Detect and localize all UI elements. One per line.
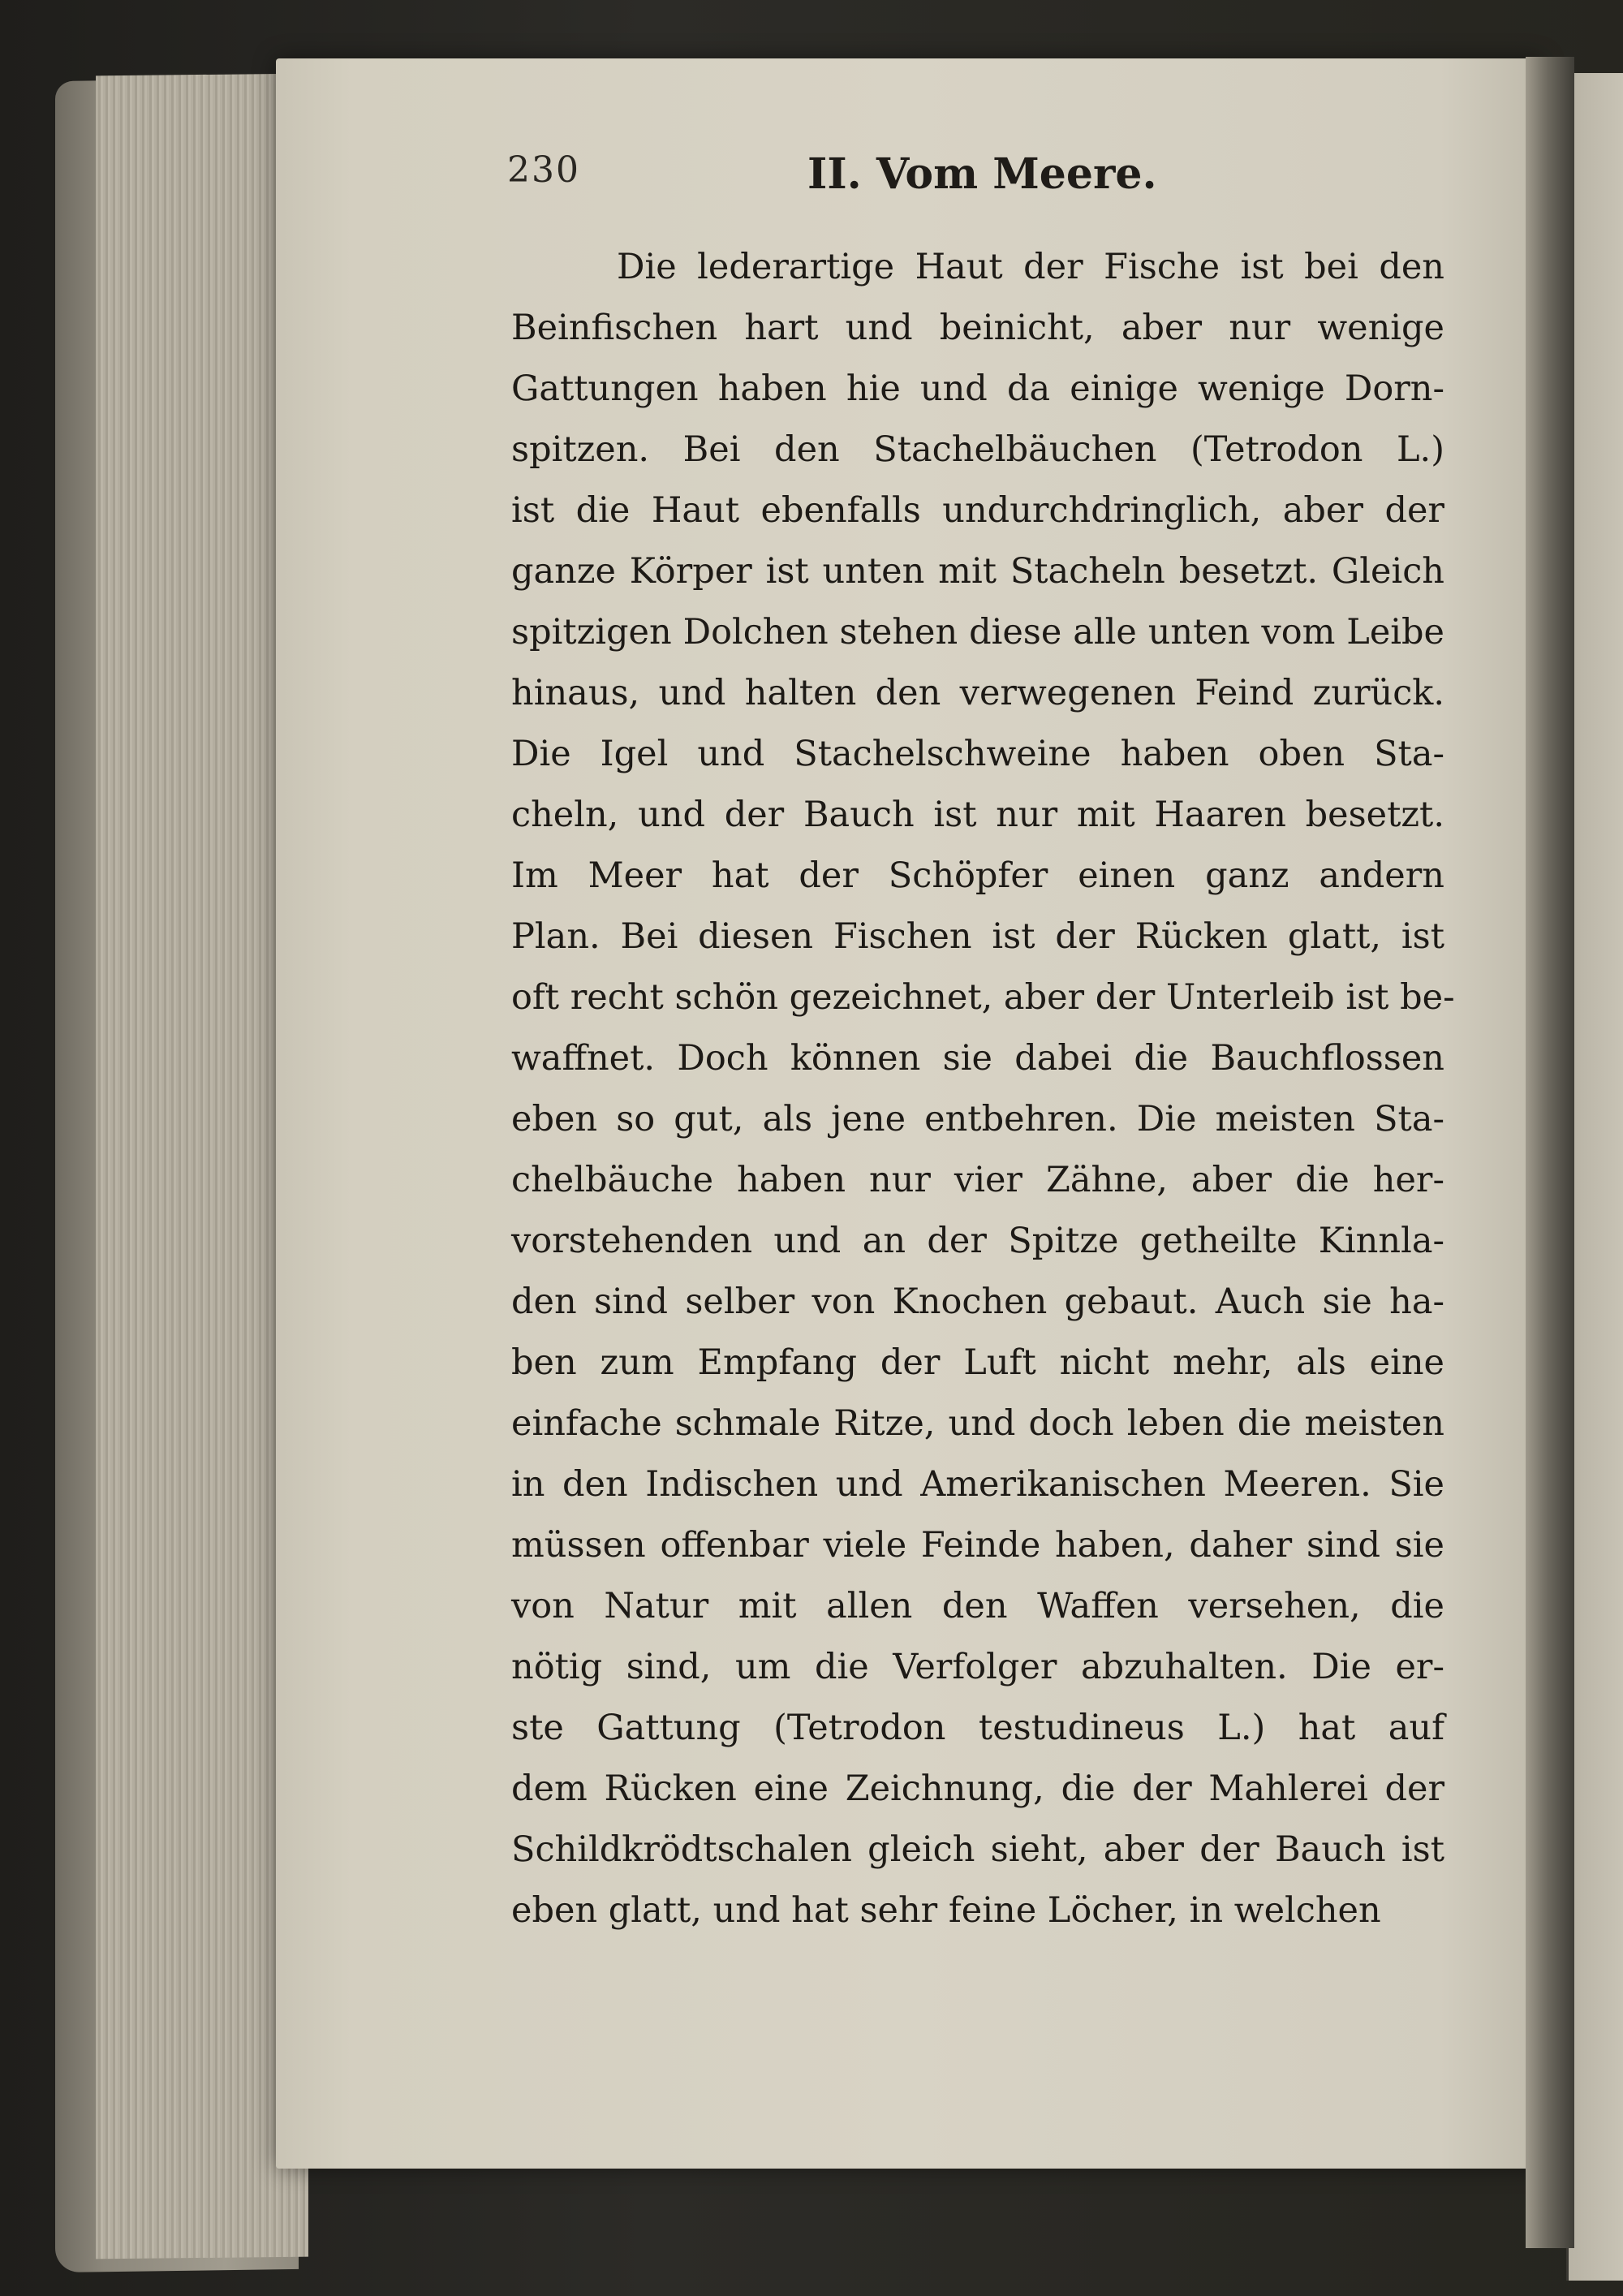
text-line: vorstehenden und an der Spitze getheilte Kinnla- [511,1221,1444,1261]
text-line: von Natur mit allen den Waffen versehen, die [511,1586,1444,1626]
text-line: hinaus, und halten den verwegenen Feind zurück. [511,673,1444,713]
body-text [511,237,1455,1941]
text-line: dem Rücken eine Zeichnung, die der Mahlerei der [511,1768,1444,1809]
text-line: cheln, und der Bauch ist nur mit Haaren besetzt. [511,795,1444,835]
text-line: waffnet. Doch können sie dabei die Bauchflossen [511,1038,1444,1079]
text-line: chelbäuche haben nur vier Zähne, aber die her- [511,1160,1444,1200]
text-line: müssen offenbar viele Feinde haben, daher sind sie [511,1525,1444,1566]
text-line: Gattungen haben hie und da einige wenige Dorn- [511,368,1444,409]
text-line: Die Igel und Stachelschweine haben oben Sta- [511,734,1444,774]
text-line: oft recht schön gezeichnet, aber der Unterleib ist be- [511,977,1455,1018]
text-line: ben zum Empfang der Luft nicht mehr, als eine [511,1342,1444,1383]
text-line: Plan. Bei diesen Fischen ist der Rücken glatt, ist [511,916,1444,957]
text-line: ste Gattung (Tetrodon testudineus L.) hat auf [511,1708,1444,1748]
text-line: spitzen. Bei den Stachelbäuchen (Tetrodon L.) [511,429,1444,470]
text-line: den sind selber von Knochen gebaut. Auch sie ha- [511,1282,1444,1322]
facing-page-edge [1566,73,1623,2281]
text-line: in den Indischen und Amerikanischen Meeren. Sie [511,1464,1444,1505]
text-line: nötig sind, um die Verfolger abzuhalten. Die er- [511,1647,1444,1687]
page-number: 230 [507,149,580,191]
book-gutter [1526,57,1574,2248]
text-line: spitzigen Dolchen stehen diese alle unten vom Leibe [511,612,1444,653]
text-line: ist die Haut ebenfalls undurchdringlich, aber der [511,490,1444,531]
text-line: Beinfischen hart und beinicht, aber nur wenige [511,308,1444,348]
text-line: einfache schmale Ritze, und doch leben die meisten [511,1403,1444,1444]
text-line: Schildkrödtschalen gleich sieht, aber der Bauch ist [511,1829,1444,1870]
text-line: eben glatt, und hat sehr feine Löcher, in welchen [511,1890,1381,1931]
text-line: eben so gut, als jene entbehren. Die meisten Sta- [511,1099,1444,1139]
text-line: Im Meer hat der Schöpfer einen ganz andern [511,855,1444,896]
text-line: ganze Körper ist unten mit Stacheln besetzt. Gleich [511,551,1444,592]
page-header [0,149,1623,206]
text-line: Die lederartige Haut der Fische ist bei den [617,247,1444,287]
running-head: II. Vom Meere. [807,149,1157,199]
